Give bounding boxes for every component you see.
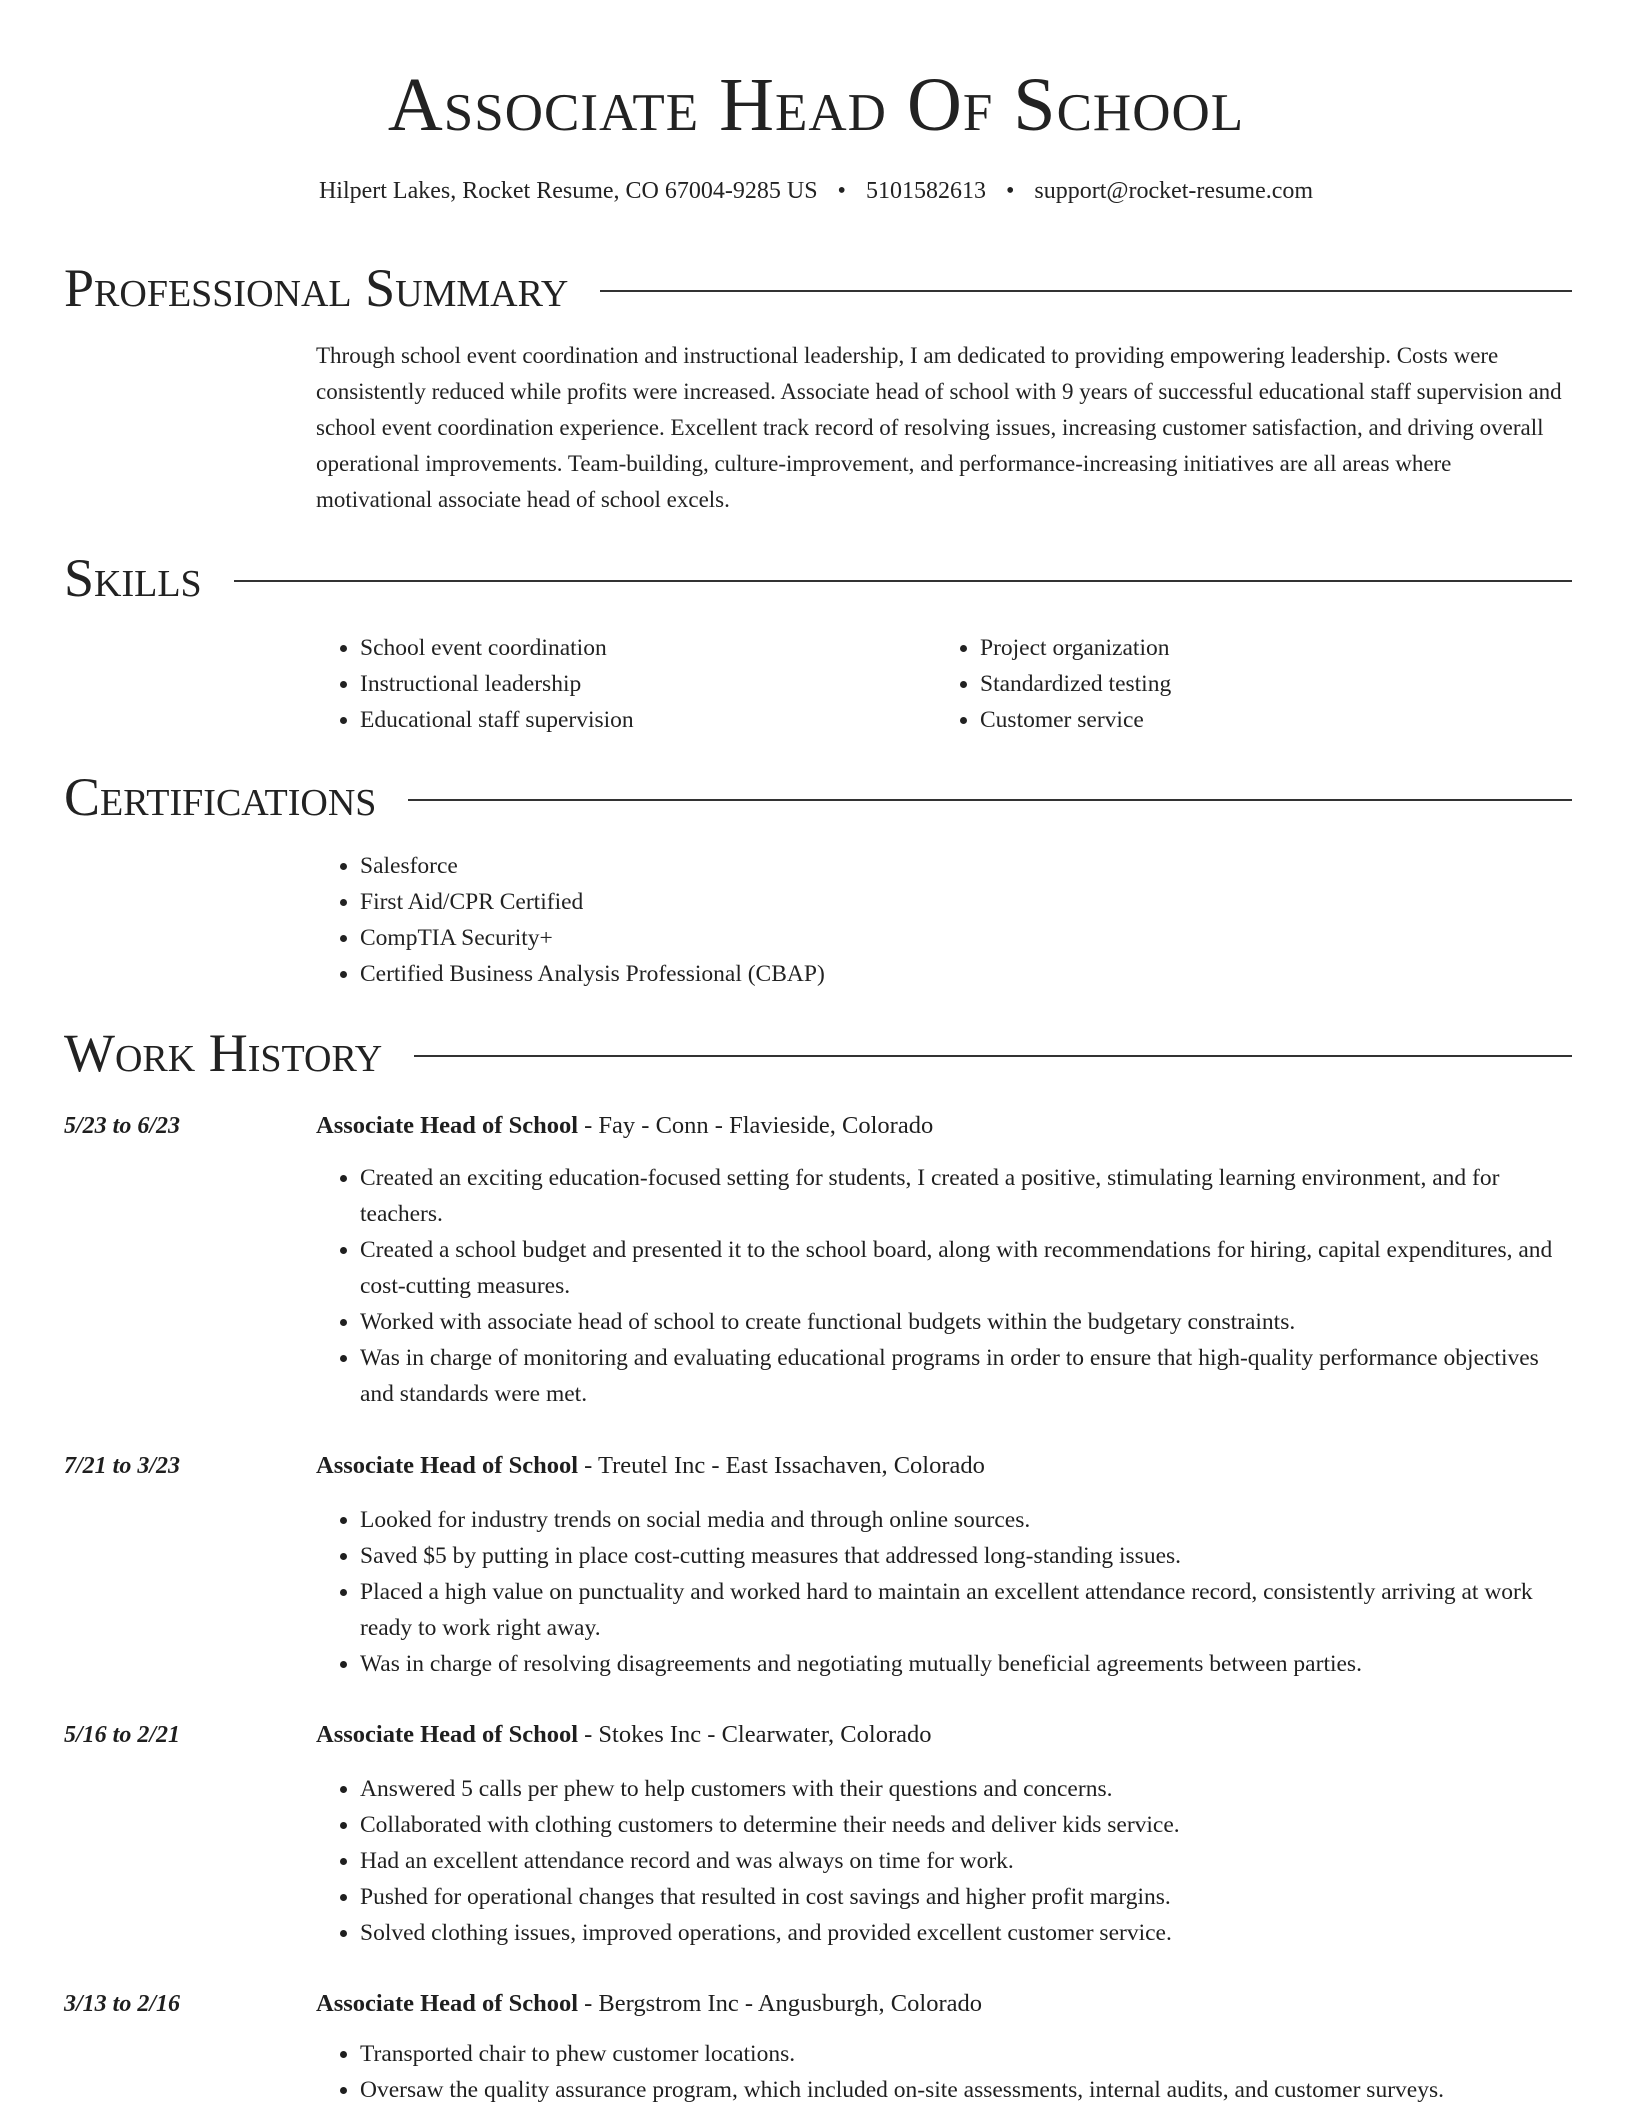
certification-item: • First Aid/CPR Certified: [360, 884, 1560, 920]
job-dates: 3/13 to 2/16: [64, 1991, 181, 2017]
contact-phone: 5101582613: [865, 178, 986, 204]
skill-item: • School event coordination: [360, 630, 920, 666]
job-bullet: • Solved clothing issues, improved operations, and provided excellent customer service.: [360, 1915, 1572, 1951]
work-section-header: [64, 1021, 1572, 1085]
skill-item: • Customer service: [980, 702, 1540, 738]
contact-email: support@rocket-resume.com: [1034, 178, 1314, 204]
section-divider: [414, 1055, 1572, 1057]
job-title-line: [316, 1986, 1572, 2022]
job-bullets: [316, 1502, 1572, 1682]
job-bullet: • Placed a high value on punctuality and worked hard to maintain an excellent attendance record, consistently arriving at work ready to work right away.: [360, 1574, 1572, 1646]
certification-item: • CompTIA Security+: [360, 920, 1560, 956]
skills-section-header: [64, 546, 1572, 610]
job-bullets: [316, 1160, 1572, 1412]
job-title: Associate Head of School: [316, 1721, 578, 1748]
certifications-list: [316, 848, 1560, 992]
skill-item: • Project organization: [980, 630, 1540, 666]
section-divider: [408, 799, 1572, 801]
job-employer: - Bergstrom Inc - Angusburgh, Colorado: [578, 1990, 982, 2017]
certification-item: • Salesforce: [360, 848, 1560, 884]
job-title: Associate Head of School: [316, 1112, 578, 1139]
job-bullets: [316, 1771, 1572, 1951]
job-employer: - Treutel Inc - East Issachaven, Colorado: [578, 1452, 985, 1479]
job-bullet: • Had an excellent attendance record and was always on time for work.: [360, 1843, 1572, 1879]
job-bullet: • Saved $5 by putting in place cost-cutting measures that addressed long-standing issues.: [360, 1538, 1572, 1574]
job-title-line: [316, 1448, 1572, 1484]
job-employer: - Fay - Conn - Flavieside, Colorado: [578, 1112, 934, 1139]
job-bullet: • Transported chair to phew customer locations.: [360, 2036, 1572, 2072]
job-bullet: • Was in charge of monitoring and evaluating educational programs in order to ensure that high-quality performance objectives and standards were met.: [360, 1340, 1572, 1412]
job-dates: 5/23 to 6/23: [64, 1113, 181, 1139]
contact-address: Hilpert Lakes, Rocket Resume, CO 67004-9285 US: [318, 178, 818, 204]
contact-line: [0, 174, 1632, 208]
skill-item: • Standardized testing: [980, 666, 1540, 702]
job-bullets: [316, 2036, 1572, 2108]
summary-text: Through school event coordination and instructional leadership, I am dedicated to providing empowering leadership. Costs were consistently reduced while profits were increased. Associate head of school with 9 years of successful educational staff supervision and school event coordination experience. Excellent track record of resolving issues, increasing customer satisfaction, and driving overall operational improvements. Team-building, culture-improvement, and performance-increasing initiatives are all areas where motivational associate head of school excels.: [316, 343, 1562, 512]
skills-heading: Skills: [64, 548, 202, 608]
job-bullet: • Answered 5 calls per phew to help customers with their questions and concerns.: [360, 1771, 1572, 1807]
contact-separator: •: [837, 178, 846, 204]
certification-item: • Certified Business Analysis Professional (CBAP): [360, 956, 1560, 992]
resume-name: Associate Head Of School: [387, 63, 1245, 147]
contact-separator: •: [1005, 178, 1015, 204]
job-dates: 5/16 to 2/21: [64, 1722, 181, 1748]
job-bullet: • Was in charge of resolving disagreements and negotiating mutually beneficial agreements between parties.: [360, 1646, 1572, 1682]
certifications-heading: Certifications: [64, 767, 377, 827]
job-employer: - Stokes Inc - Clearwater, Colorado: [578, 1721, 932, 1748]
job-title: Associate Head of School: [316, 1452, 578, 1479]
job-bullet: • Oversaw the quality assurance program, which included on-site assessments, internal audits, and customer surveys.: [360, 2072, 1572, 2108]
skills-list-left: [316, 630, 920, 738]
job-bullet: • Created a school budget and presented it to the school board, along with recommendations for hiring, capital expenditures, and cost-cutting measures.: [360, 1232, 1572, 1304]
skills-list-right: [936, 630, 1540, 738]
job-title-line: [316, 1717, 1572, 1753]
summary-section-header: [64, 256, 1572, 320]
skill-item: • Instructional leadership: [360, 666, 920, 702]
certifications-section-header: [64, 765, 1572, 829]
job-bullet: • Created an exciting education-focused setting for students, I created a positive, stimulating learning environment, and for teachers.: [360, 1160, 1572, 1232]
job-title-line: [316, 1108, 1572, 1144]
work-heading: Work History: [64, 1023, 383, 1083]
summary-heading: Professional Summary: [64, 258, 569, 318]
job-bullet: • Looked for industry trends on social media and through online sources.: [360, 1502, 1572, 1538]
section-divider: [234, 580, 1572, 582]
job-bullet: • Worked with associate head of school to create functional budgets within the budgetary constraints.: [360, 1304, 1572, 1340]
skill-item: • Educational staff supervision: [360, 702, 920, 738]
job-bullet: • Collaborated with clothing customers to determine their needs and deliver kids service.: [360, 1807, 1572, 1843]
job-title: Associate Head of School: [316, 1990, 578, 2017]
section-divider: [600, 290, 1572, 292]
job-bullet: • Pushed for operational changes that resulted in cost savings and higher profit margins.: [360, 1879, 1572, 1915]
job-dates: 7/21 to 3/23: [64, 1453, 181, 1479]
